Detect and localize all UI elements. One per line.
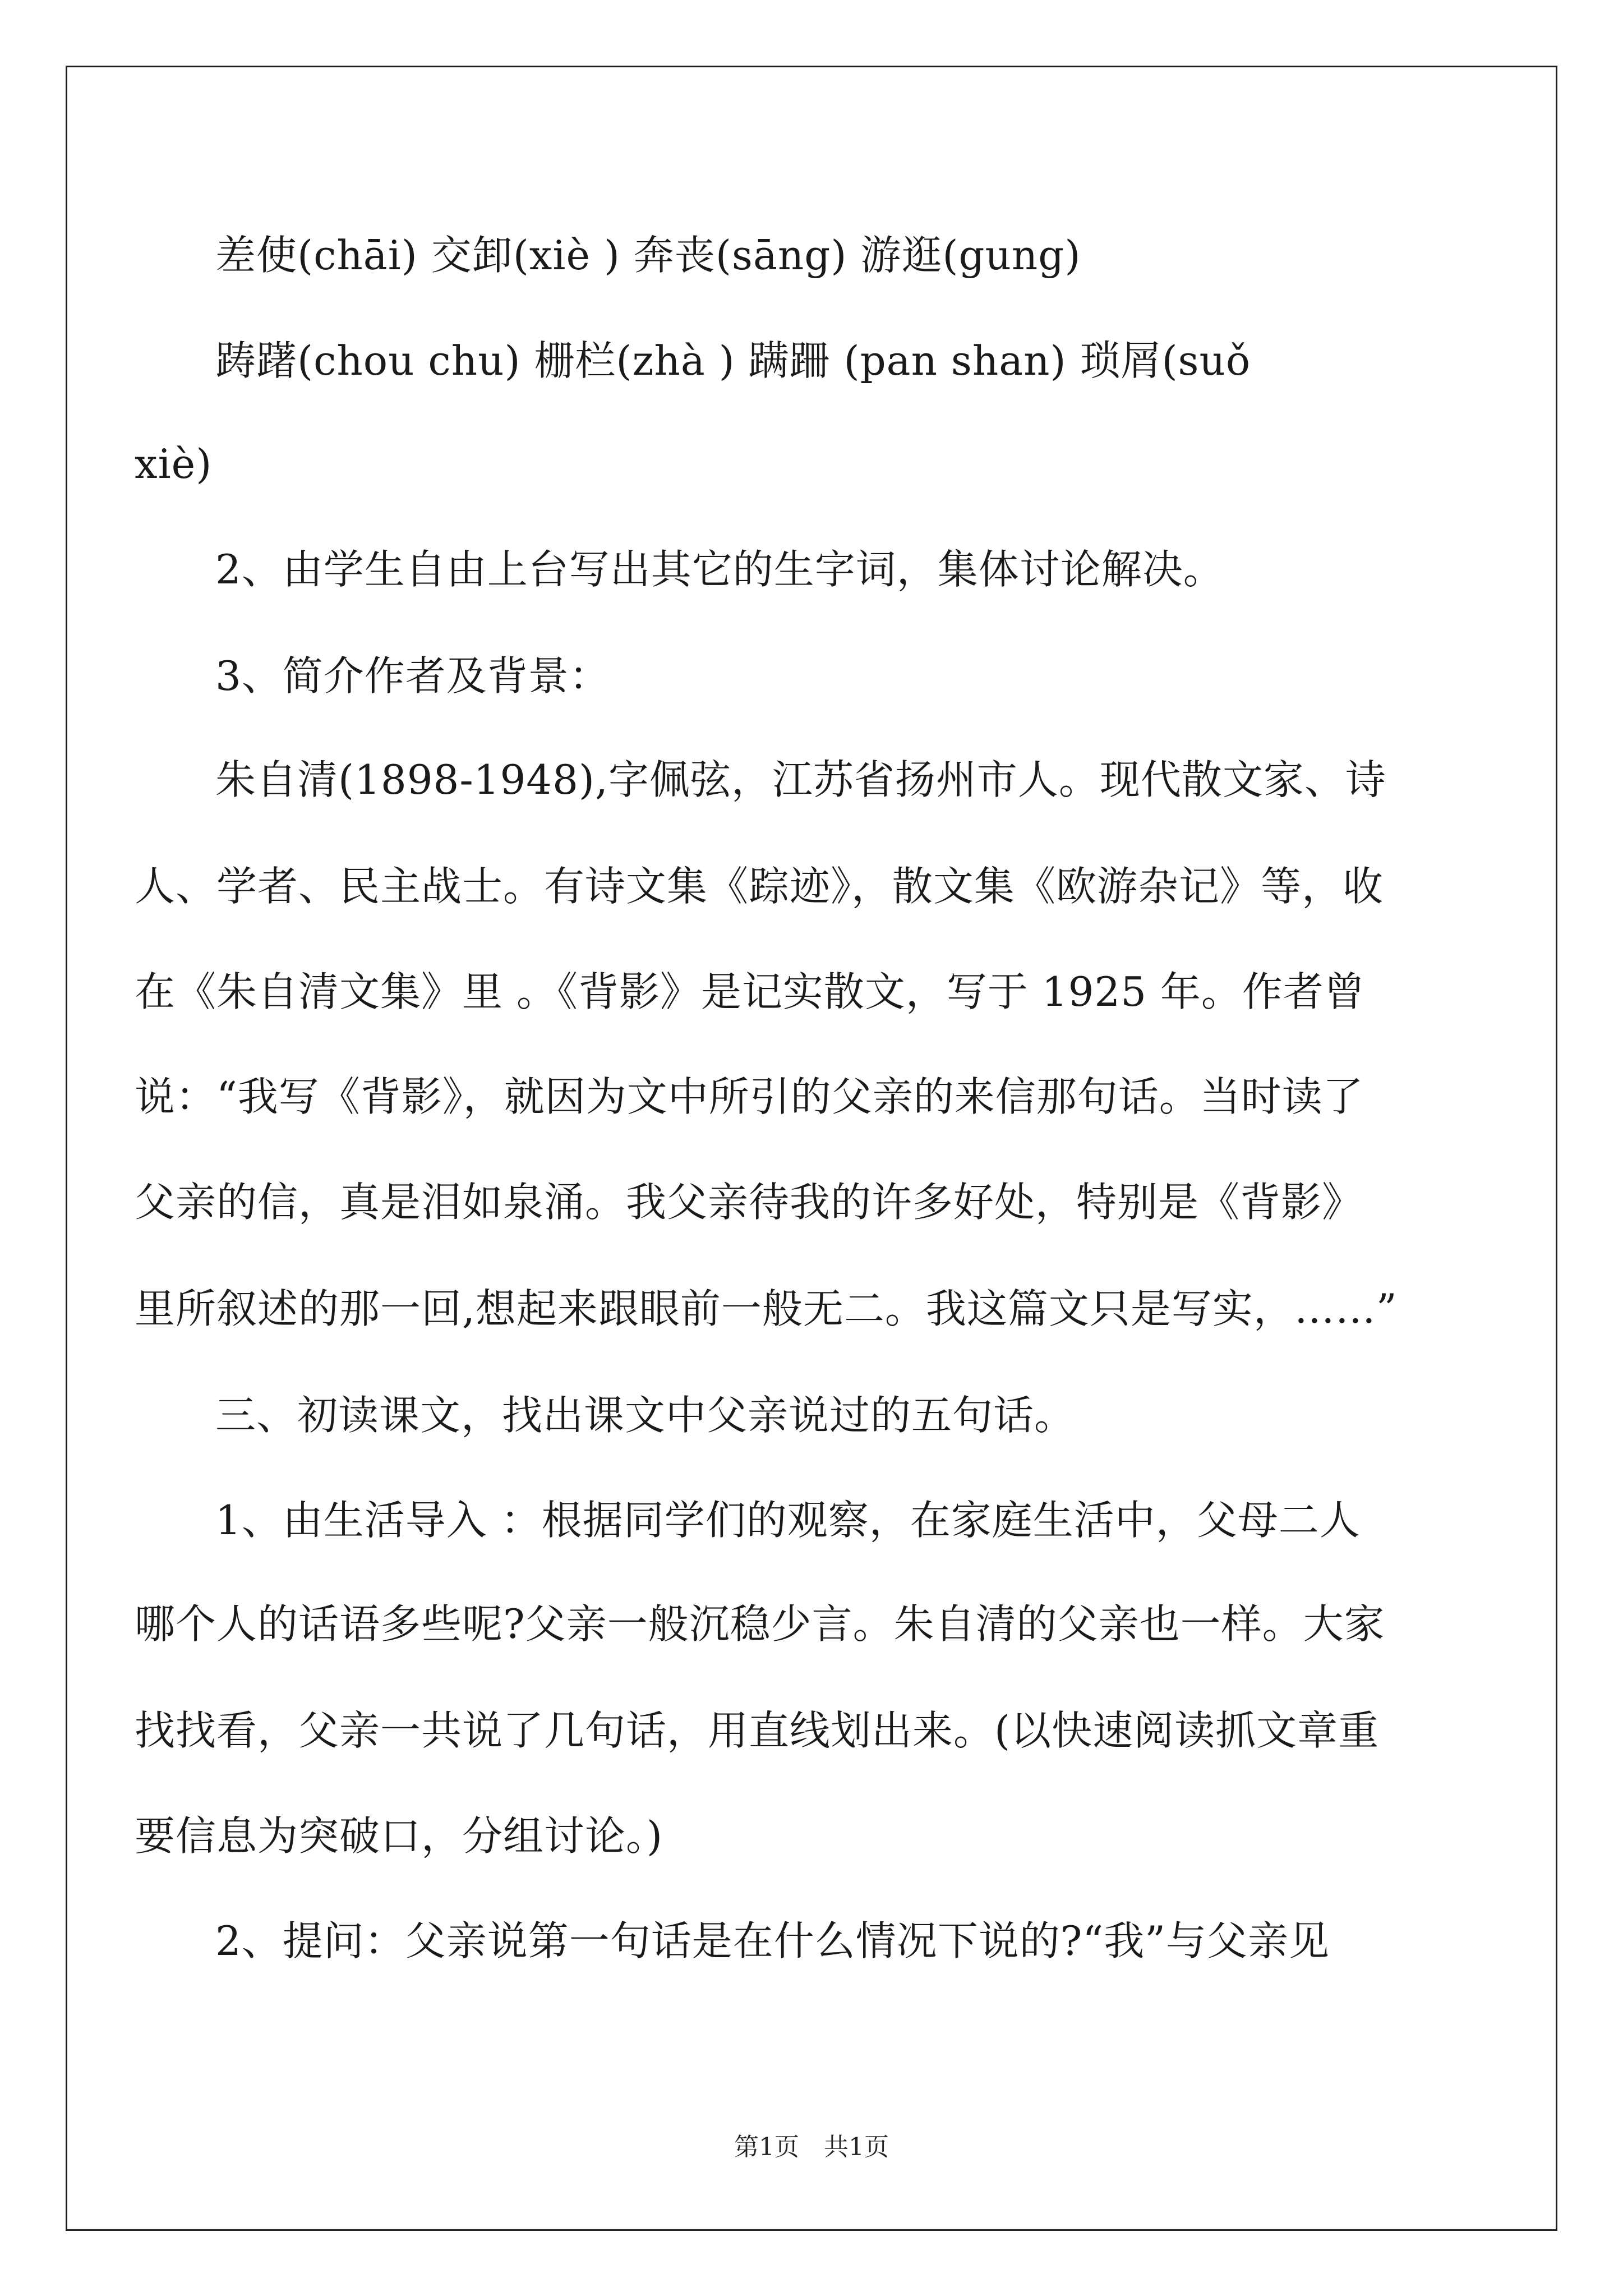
text-line-10: 父亲的信，真是泪如泉涌。我父亲待我的许多好处，特别是《背影》 — [135, 1179, 1363, 1226]
text-line-9: 说：“我写《背影》，就因为文中所引的父亲的来信那句话。当时读了 — [135, 1073, 1364, 1120]
text-line-4: 2、由学生自由上台写出其它的生字词，集体讨论解决。 — [215, 546, 1224, 593]
text-line-16: 要信息为突破口，分组讨论。) — [135, 1812, 663, 1860]
text-line-11: 里所叙述的那一回,想起来跟眼前一般无二。我这篇文只是写实，……” — [135, 1285, 1398, 1332]
text-line-2: 踌躇(chou chu) 栅栏(zhà ) 蹒跚 (pan shan) 琐屑(suǒ — [215, 337, 1251, 384]
text-line-6: 朱自清(1898-1948),字佩弦，江苏省扬州市人。现代散文家、诗 — [215, 756, 1386, 803]
text-line-3: xiè) — [135, 440, 213, 487]
text-line-17: 2、提问：父亲说第一句话是在什么情况下说的?“我”与父亲见 — [215, 1917, 1330, 1964]
text-line-13: 1、由生活导入 ：根据同学们的观察，在家庭生活中，父母二人 — [215, 1497, 1361, 1544]
text-line-15: 找找看，父亲一共说了几句话，用直线划出来。(以快速阅读抓文章重 — [135, 1707, 1380, 1754]
text-line-5: 3、简介作者及背景： — [215, 652, 610, 700]
text-line-1: 差使(chāi) 交卸(xiè ) 奔丧(sāng) 游逛(gung) — [215, 232, 1081, 279]
text-line-7: 人、学者、民主战士。有诗文集《踪迹》，散文集《欧游杂记》等，收 — [135, 863, 1384, 910]
page-number-footer: 第1页 共1页 — [734, 2133, 889, 2161]
text-line-14: 哪个人的话语多些呢?父亲一般沉稳少言。朱自清的父亲也一样。大家 — [135, 1600, 1385, 1648]
page-frame — [66, 66, 1557, 2231]
text-line-8: 在《朱自清文集》里 。《背影》是记实散文，写于 1925 年。作者曾 — [135, 968, 1365, 1015]
text-line-12: 三、初读课文，找出课文中父亲说过的五句话。 — [215, 1392, 1076, 1439]
